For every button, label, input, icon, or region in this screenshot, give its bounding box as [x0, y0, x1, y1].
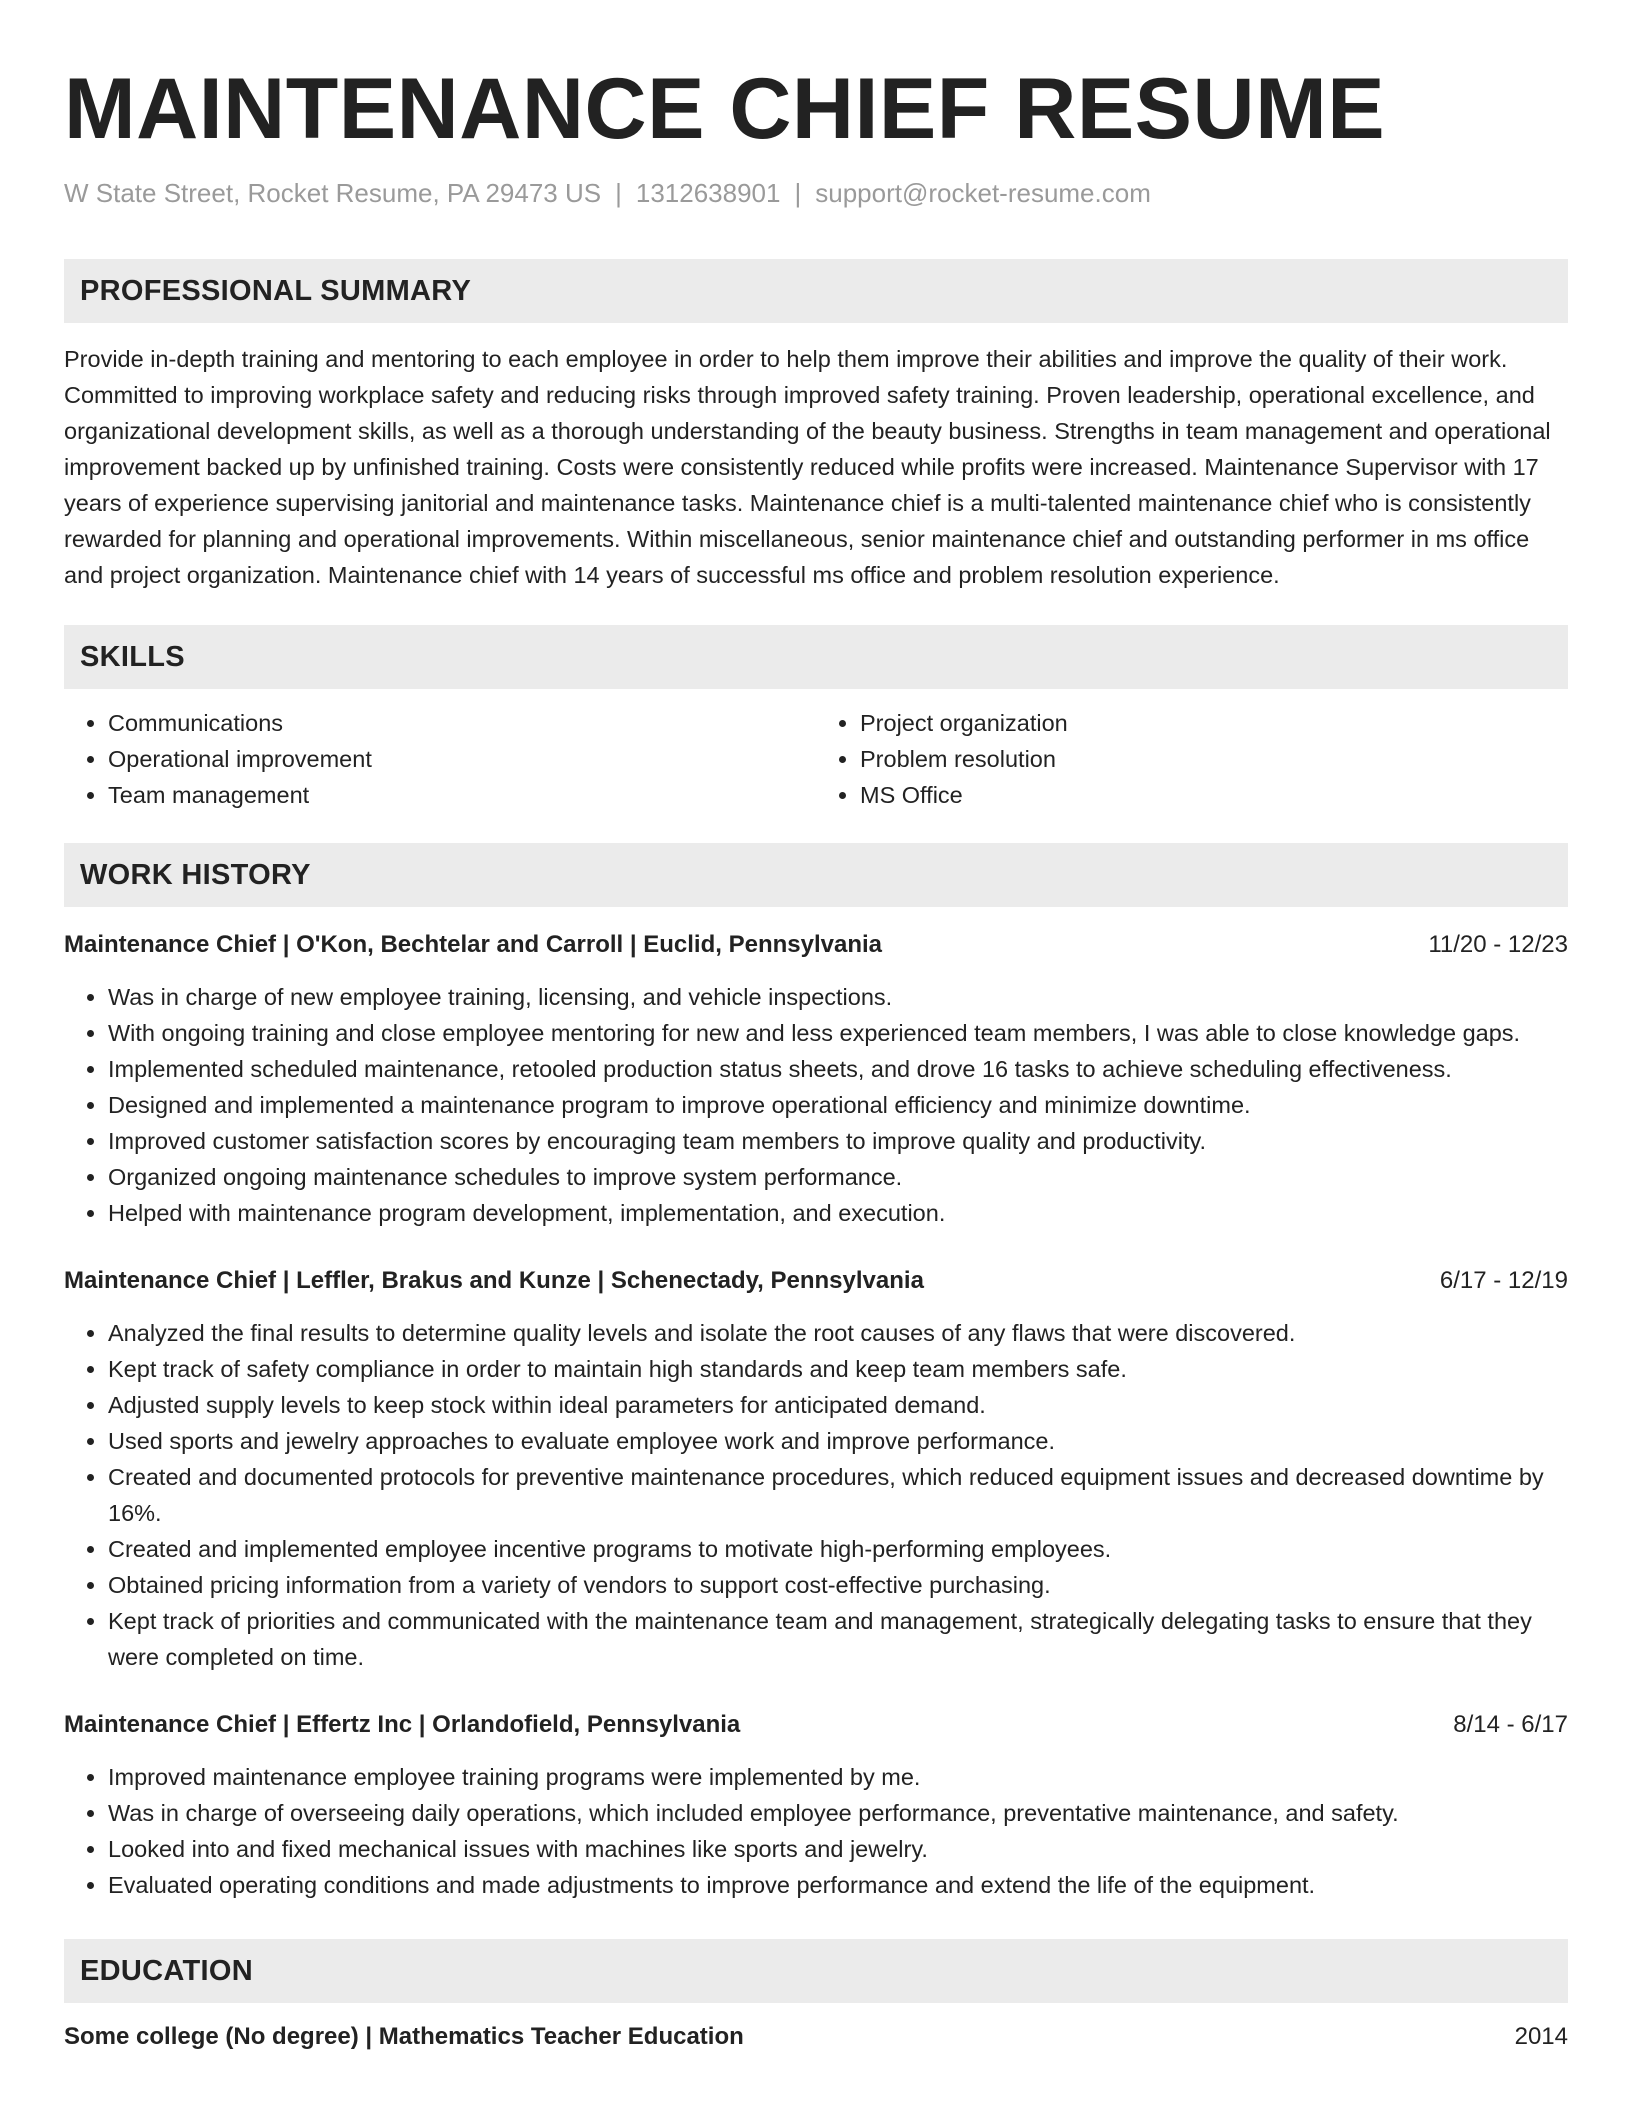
job-bullet: • Was in charge of new employee training, licensing, and vehicle inspections. [108, 979, 1568, 1015]
job-bullet: • Looked into and fixed mechanical issues with machines like sports and jewelry. [108, 1831, 1568, 1867]
contact-email: support@rocket-resume.com [815, 178, 1151, 208]
job-entry [64, 927, 1568, 1231]
job-bullet: • Obtained pricing information from a variety of vendors to support cost-effective purchasing. [108, 1567, 1568, 1603]
job-title: Maintenance Chief | Leffler, Brakus and Kunze | Schenectady, Pennsylvania [64, 1267, 924, 1295]
job-bullet: • With ongoing training and close employee mentoring for new and less experienced team members, I was able to close knowledge gaps. [108, 1015, 1568, 1051]
job-dates: 8/14 - 6/17 [1453, 1711, 1568, 1739]
section-header-skills: SKILLS [64, 625, 1568, 689]
job-entry [64, 1263, 1568, 1675]
skill-item: • Team management [108, 777, 816, 813]
skill-item: • Project organization [860, 705, 1568, 741]
contact-separator: | [615, 178, 622, 208]
contact-separator: | [794, 178, 802, 208]
job-header [64, 1263, 1568, 1299]
job-header [64, 927, 1568, 963]
job-bullet: • Kept track of priorities and communicated with the maintenance team and management, strategically delegating tasks to ensure that they were completed on time. [108, 1603, 1568, 1675]
contact-line [64, 178, 1568, 209]
job-bullet: • Evaluated operating conditions and made adjustments to improve performance and extend the life of the equipment. [108, 1867, 1568, 1903]
section-header-summary: PROFESSIONAL SUMMARY [64, 259, 1568, 323]
section-header-education: EDUCATION [64, 1939, 1568, 2003]
skill-item: • MS Office [860, 777, 1568, 813]
job-bullet: • Created and documented protocols for preventive maintenance procedures, which reduced equipment issues and decreased downtime by 16%. [108, 1459, 1568, 1531]
job-header [64, 1707, 1568, 1743]
job-bullets [64, 979, 1568, 1231]
job-bullet: • Organized ongoing maintenance schedules to improve system performance. [108, 1159, 1568, 1195]
job-dates: 6/17 - 12/19 [1439, 1267, 1568, 1295]
job-bullet: • Improved customer satisfaction scores by encouraging team members to improve quality and productivity. [108, 1123, 1568, 1159]
job-bullet: • Kept track of safety compliance in order to maintain high standards and keep team members safe. [108, 1351, 1568, 1387]
job-bullet: • Improved maintenance employee training programs were implemented by me. [108, 1759, 1568, 1795]
education-degree: Some college (No degree) | Mathematics Teacher Education [64, 2023, 744, 2051]
job-title: Maintenance Chief | Effertz Inc | Orlandofield, Pennsylvania [64, 1711, 741, 1739]
summary-text: Provide in-depth training and mentoring to each employee in order to help them improve their abilities and improve the quality of their work. Committed to improving workplace safety and reducing risks through improved safety training. Proven leadership, operational excellence, and organizational development skills, as well as a thorough understanding of the beauty business. Strengths in team management and operational improvement backed up by unfinished training. Costs were consistently reduced while profits were increased. Maintenance Supervisor with 17 years of experience supervising janitorial and maintenance tasks. Maintenance chief is a multi-talented maintenance chief who is consistently rewarded for planning and operational improvements. Within miscellaneous, senior maintenance chief and outstanding performer in ms office and project organization. Maintenance chief with 14 years of successful ms office and problem resolution experience. [64, 346, 1551, 589]
job-title: Maintenance Chief | O'Kon, Bechtelar and Carroll | Euclid, Pennsylvania [64, 931, 883, 959]
resume-title: MAINTENANCE CHIEF RESUME [64, 61, 1386, 157]
job-bullet: • Created and implemented employee incentive programs to motivate high-performing employees. [108, 1531, 1568, 1567]
job-bullets [64, 1315, 1568, 1675]
job-entry [64, 1707, 1568, 1903]
job-bullet: • Helped with maintenance program development, implementation, and execution. [108, 1195, 1568, 1231]
job-bullets [64, 1759, 1568, 1903]
skills-list [64, 705, 1568, 813]
skills-column-left [64, 705, 816, 813]
job-bullet: • Used sports and jewelry approaches to evaluate employee work and improve performance. [108, 1423, 1568, 1459]
section-header-work-history: WORK HISTORY [64, 843, 1568, 907]
job-bullet: • Adjusted supply levels to keep stock within ideal parameters for anticipated demand. [108, 1387, 1568, 1423]
job-bullet: • Implemented scheduled maintenance, retooled production status sheets, and drove 16 tasks to achieve scheduling effectiveness. [108, 1051, 1568, 1087]
job-bullet: • Was in charge of overseeing daily operations, which included employee performance, preventative maintenance, and safety. [108, 1795, 1568, 1831]
contact-phone: 1312638901 [635, 178, 781, 208]
skills-column-right [816, 705, 1568, 813]
contact-address: W State Street, Rocket Resume, PA 29473 US [64, 178, 602, 208]
skill-item: • Operational improvement [108, 741, 816, 777]
job-bullet: • Designed and implemented a maintenance program to improve operational efficiency and minimize downtime. [108, 1087, 1568, 1123]
job-bullet: • Analyzed the final results to determine quality levels and isolate the root causes of any flaws that were discovered. [108, 1315, 1568, 1351]
job-dates: 11/20 - 12/23 [1428, 931, 1568, 959]
education-year: 2014 [1514, 2023, 1568, 2051]
skill-item: • Problem resolution [860, 741, 1568, 777]
education-entry [64, 2019, 1568, 2055]
skill-item: • Communications [108, 705, 816, 741]
